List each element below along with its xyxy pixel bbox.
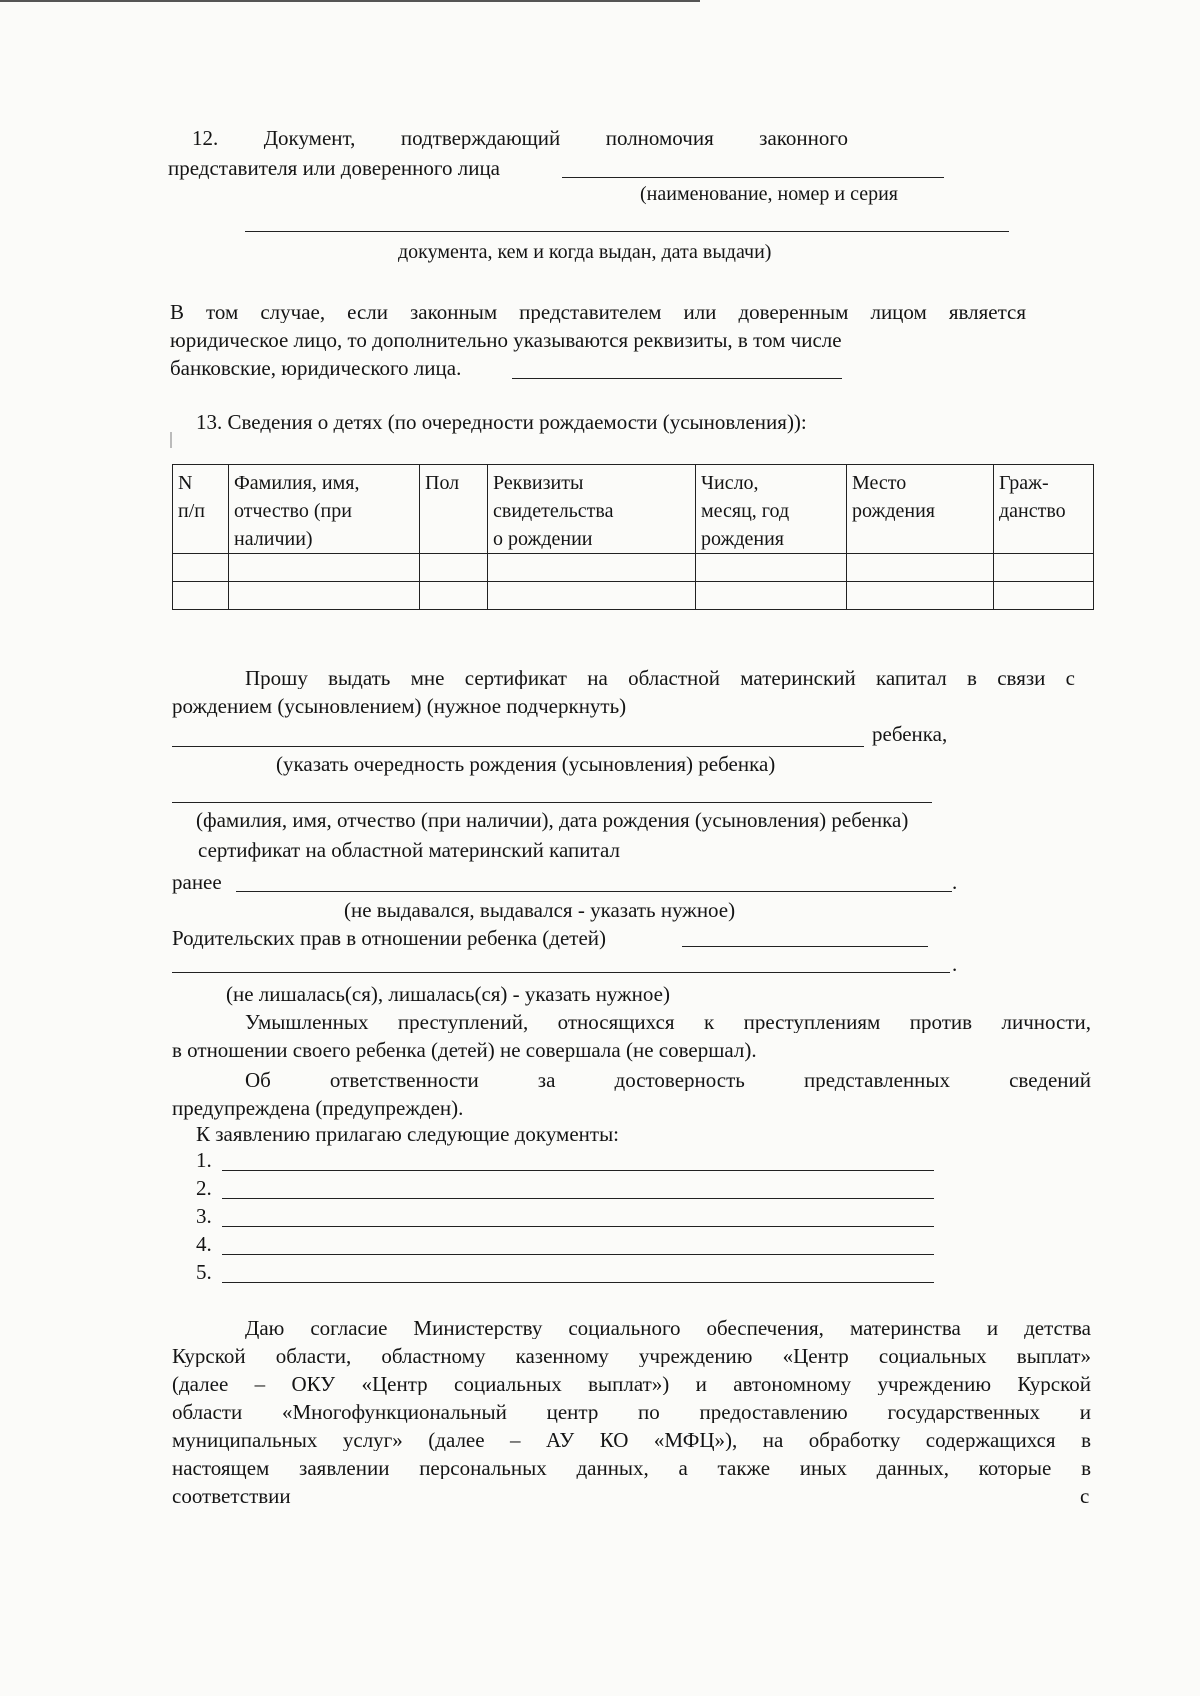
table-cell[interactable] bbox=[696, 582, 847, 610]
consent-line6: настоящем заявлении персональных данных, а также иных данных, которые в bbox=[172, 1458, 1091, 1479]
item13-heading: 13. Сведения о детях (по очередности рождаемости (усыновления)): bbox=[196, 410, 807, 434]
parental-rights-field[interactable] bbox=[682, 946, 928, 947]
col-number: N п/п bbox=[173, 465, 229, 554]
table-cell[interactable] bbox=[994, 554, 1094, 582]
table-cell[interactable] bbox=[173, 582, 229, 610]
request-line1: Прошу выдать мне сертификат на областной материнский капитал в связи с bbox=[245, 668, 1075, 689]
table-cell[interactable] bbox=[847, 582, 994, 610]
attachment-field[interactable] bbox=[222, 1170, 934, 1171]
attachment-number: 3. bbox=[196, 1204, 212, 1228]
table-row bbox=[173, 582, 1094, 610]
rep-doc-field-2[interactable] bbox=[245, 231, 1009, 232]
hint-deprived: (не лишалась(ся), лишалась(ся) - указать нужное) bbox=[226, 982, 670, 1006]
col-sex: Пол bbox=[420, 465, 488, 554]
attachment-field[interactable] bbox=[222, 1254, 934, 1255]
request-child-suffix: ребенка, bbox=[872, 722, 948, 746]
item12-hint1: (наименование, номер и серия bbox=[640, 183, 898, 205]
responsibility-line1: Об ответственности за достоверность представленных сведений bbox=[245, 1070, 1091, 1091]
item12-hint2: документа, кем и когда выдан, дата выдачи) bbox=[398, 241, 772, 263]
col-fio: Фамилия, имя, отчество (при наличии) bbox=[229, 465, 420, 554]
legal-entity-line1: В том случае, если законным представителем или доверенным лицом является bbox=[170, 302, 1026, 323]
item12-line2: представителя или доверенного лица bbox=[168, 156, 501, 180]
table-cell[interactable] bbox=[420, 554, 488, 582]
table-cell[interactable] bbox=[173, 554, 229, 582]
col-certificate: Реквизиты свидетельства о рождении bbox=[488, 465, 696, 554]
consent-line2: Курской области, областному казенному учреждению «Центр социальных выплат» bbox=[172, 1346, 1091, 1367]
item12-number: 12. bbox=[192, 128, 219, 149]
attachment-field[interactable] bbox=[222, 1282, 934, 1283]
legal-entity-line2: юридическое лицо, то дополнительно указываются реквизиты, в том числе bbox=[170, 328, 842, 352]
consent-line4: области «Многофункциональный центр по предоставлению государственных и bbox=[172, 1402, 1091, 1423]
attachment-number: 1. bbox=[196, 1148, 212, 1172]
table-cell[interactable] bbox=[229, 582, 420, 610]
hint-fio: (фамилия, имя, отчество (при наличии), дата рождения (усыновления) ребенка) bbox=[196, 808, 909, 832]
attachment-number: 4. bbox=[196, 1232, 212, 1256]
table-cell[interactable] bbox=[488, 582, 696, 610]
attachment-field[interactable] bbox=[222, 1226, 934, 1227]
request-line2: рождением (усыновлением) (нужное подчеркнуть) bbox=[172, 694, 627, 718]
parental-rights-field-2[interactable] bbox=[172, 972, 950, 973]
col-birth-date: Число, месяц, год рождения bbox=[696, 465, 847, 554]
hint-order: (указать очередность рождения (усыновления) ребенка) bbox=[276, 752, 776, 776]
scan-top-edge bbox=[0, 0, 700, 2]
earlier-label: ранее bbox=[172, 870, 222, 894]
period-2: . bbox=[952, 952, 958, 976]
crimes-line1: Умышленных преступлений, относящихся к преступлениям против личности, bbox=[245, 1012, 1091, 1033]
child-fio-field[interactable] bbox=[172, 802, 932, 803]
attachment-number: 5. bbox=[196, 1260, 212, 1284]
table-cell[interactable] bbox=[847, 554, 994, 582]
hint-issued: (не выдавался, выдавался - указать нужное) bbox=[344, 898, 736, 922]
earlier-field[interactable] bbox=[236, 891, 952, 892]
legal-entity-line3: банковские, юридического лица. bbox=[170, 356, 462, 380]
consent-line3: (далее – ОКУ «Центр социальных выплат») и автономному учреждению Курской bbox=[172, 1374, 1091, 1395]
table-cell[interactable] bbox=[229, 554, 420, 582]
attachments-label: К заявлению прилагаю следующие документы: bbox=[196, 1122, 620, 1146]
consent-line7-end: с bbox=[1080, 1484, 1090, 1508]
legal-entity-field[interactable] bbox=[512, 378, 842, 379]
children-table bbox=[172, 464, 1094, 610]
attachment-number: 2. bbox=[196, 1176, 212, 1200]
scan-speck bbox=[170, 432, 172, 448]
responsibility-line2: предупреждена (предупрежден). bbox=[172, 1096, 464, 1120]
parental-rights-label: Родительских прав в отношении ребенка (детей) bbox=[172, 926, 606, 950]
period-1: . bbox=[952, 870, 958, 894]
consent-line5: муниципальных услуг» (далее – АУ КО «МФЦ»), на обработку содержащихся в bbox=[172, 1430, 1091, 1451]
consent-line1: Даю согласие Министерству социального обеспечения, материнства и детства bbox=[245, 1318, 1091, 1339]
cert-line: сертификат на областной материнский капитал bbox=[198, 838, 620, 862]
consent-line7-start: соответствии bbox=[172, 1484, 291, 1508]
table-cell[interactable] bbox=[420, 582, 488, 610]
item12-line1: 12. Документ, подтверждающий полномочия законного bbox=[192, 128, 848, 149]
table-header-row bbox=[173, 465, 1094, 554]
child-order-field[interactable] bbox=[172, 746, 864, 747]
attachment-field[interactable] bbox=[222, 1198, 934, 1199]
table-cell[interactable] bbox=[696, 554, 847, 582]
col-birth-place: Место рождения bbox=[847, 465, 994, 554]
table-row bbox=[173, 554, 1094, 582]
rep-doc-field[interactable] bbox=[562, 177, 944, 178]
col-citizenship: Граж- данство bbox=[994, 465, 1094, 554]
crimes-line2: в отношении своего ребенка (детей) не совершала (не совершал). bbox=[172, 1038, 757, 1062]
table-cell[interactable] bbox=[994, 582, 1094, 610]
table-cell[interactable] bbox=[488, 554, 696, 582]
